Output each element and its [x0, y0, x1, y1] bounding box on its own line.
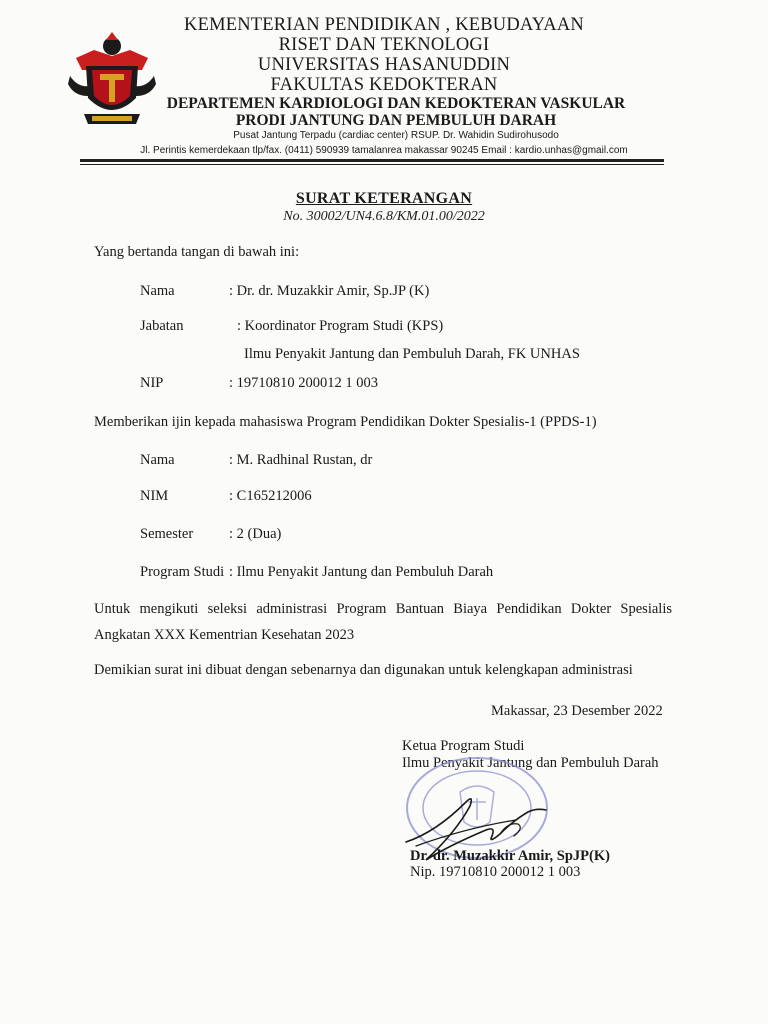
letterhead-ministry-2: RISET DAN TEKNOLOGI	[278, 35, 490, 55]
signer-position-value: : Koordinator Program Studi (KPS)	[237, 318, 444, 334]
place-date: Makassar, 23 Desember 2022	[491, 703, 663, 719]
purpose-paragraph: Untuk mengikuti seleksi administrasi Program Bantuan Biaya Pendidikan Dokter Spesialis Angkatan XXX Kementrian Kesehatan 2023	[94, 601, 672, 643]
header-divider-thin	[80, 164, 664, 165]
letterhead-faculty: FAKULTAS KEDOKTERAN	[270, 75, 498, 95]
student-nim-label: NIM	[140, 488, 169, 504]
signer-nip-value: : 19710810 200012 1 003	[229, 375, 379, 391]
letterhead-ministry: KEMENTERIAN PENDIDIKAN , KEBUDAYAAN	[184, 15, 584, 35]
closing-text: Demikian surat ini dibuat dengan sebenarnya dan digunakan untuk kelengkapan administrasi	[94, 662, 633, 678]
signer-nip-label: NIP	[140, 375, 164, 391]
signatory-name: Dr. dr. Muzakkir Amir, SpJP(K)	[410, 848, 610, 864]
signer-role: Ketua Program Studi	[402, 738, 525, 754]
permission-text: Memberikan ijin kepada mahasiswa Program Pendidikan Dokter Spesialis-1 (PPDS-1)	[94, 414, 597, 430]
letter-number: No. 30002/UN4.6.8/KM.01.00/2022	[283, 209, 485, 224]
letter-title: SURAT KETERANGAN	[295, 190, 473, 207]
student-program-value: : Ilmu Penyakit Jantung dan Pembuluh Darah	[229, 564, 494, 580]
student-semester-value: : 2 (Dua)	[229, 526, 282, 542]
intro-text: Yang bertanda tangan di bawah ini:	[94, 244, 300, 260]
student-program-label: Program Studi	[140, 564, 225, 580]
header-divider	[80, 159, 664, 162]
signer-position-value-2: Ilmu Penyakit Jantung dan Pembuluh Darah, FK UNHAS	[244, 346, 580, 362]
signer-name-value: : Dr. dr. Muzakkir Amir, Sp.JP (K)	[229, 283, 430, 299]
signer-role-2: Ilmu Penyakit Jantung dan Pembuluh Darah	[402, 755, 659, 771]
student-semester-label: Semester	[140, 526, 194, 542]
letterhead-department: DEPARTEMEN KARDIOLOGI DAN KEDOKTERAN VASKULAR	[166, 95, 626, 112]
student-nim-value: : C165212006	[229, 488, 312, 504]
letterhead-address: Jl. Perintis kemerdekaan tlp/fax. (0411) 590939 tamalanrea makassar 90245 Email : kardio.unhas@gmail.com	[140, 145, 628, 156]
signer-position-label: Jabatan	[140, 318, 184, 334]
student-name-label: Nama	[140, 452, 175, 468]
letterhead-university: UNIVERSITAS HASANUDDIN	[257, 55, 511, 75]
signer-name-label: Nama	[140, 283, 175, 299]
signatory-nip: Nip. 19710810 200012 1 003	[410, 864, 581, 880]
letterhead-program: PRODI JANTUNG DAN PEMBULUH DARAH	[235, 112, 557, 129]
student-name-value: : M. Radhinal Rustan, dr	[229, 452, 373, 468]
letterhead-center: Pusat Jantung Terpadu (cardiac center) RSUP. Dr. Wahidin Sudirohusodo	[233, 130, 559, 141]
